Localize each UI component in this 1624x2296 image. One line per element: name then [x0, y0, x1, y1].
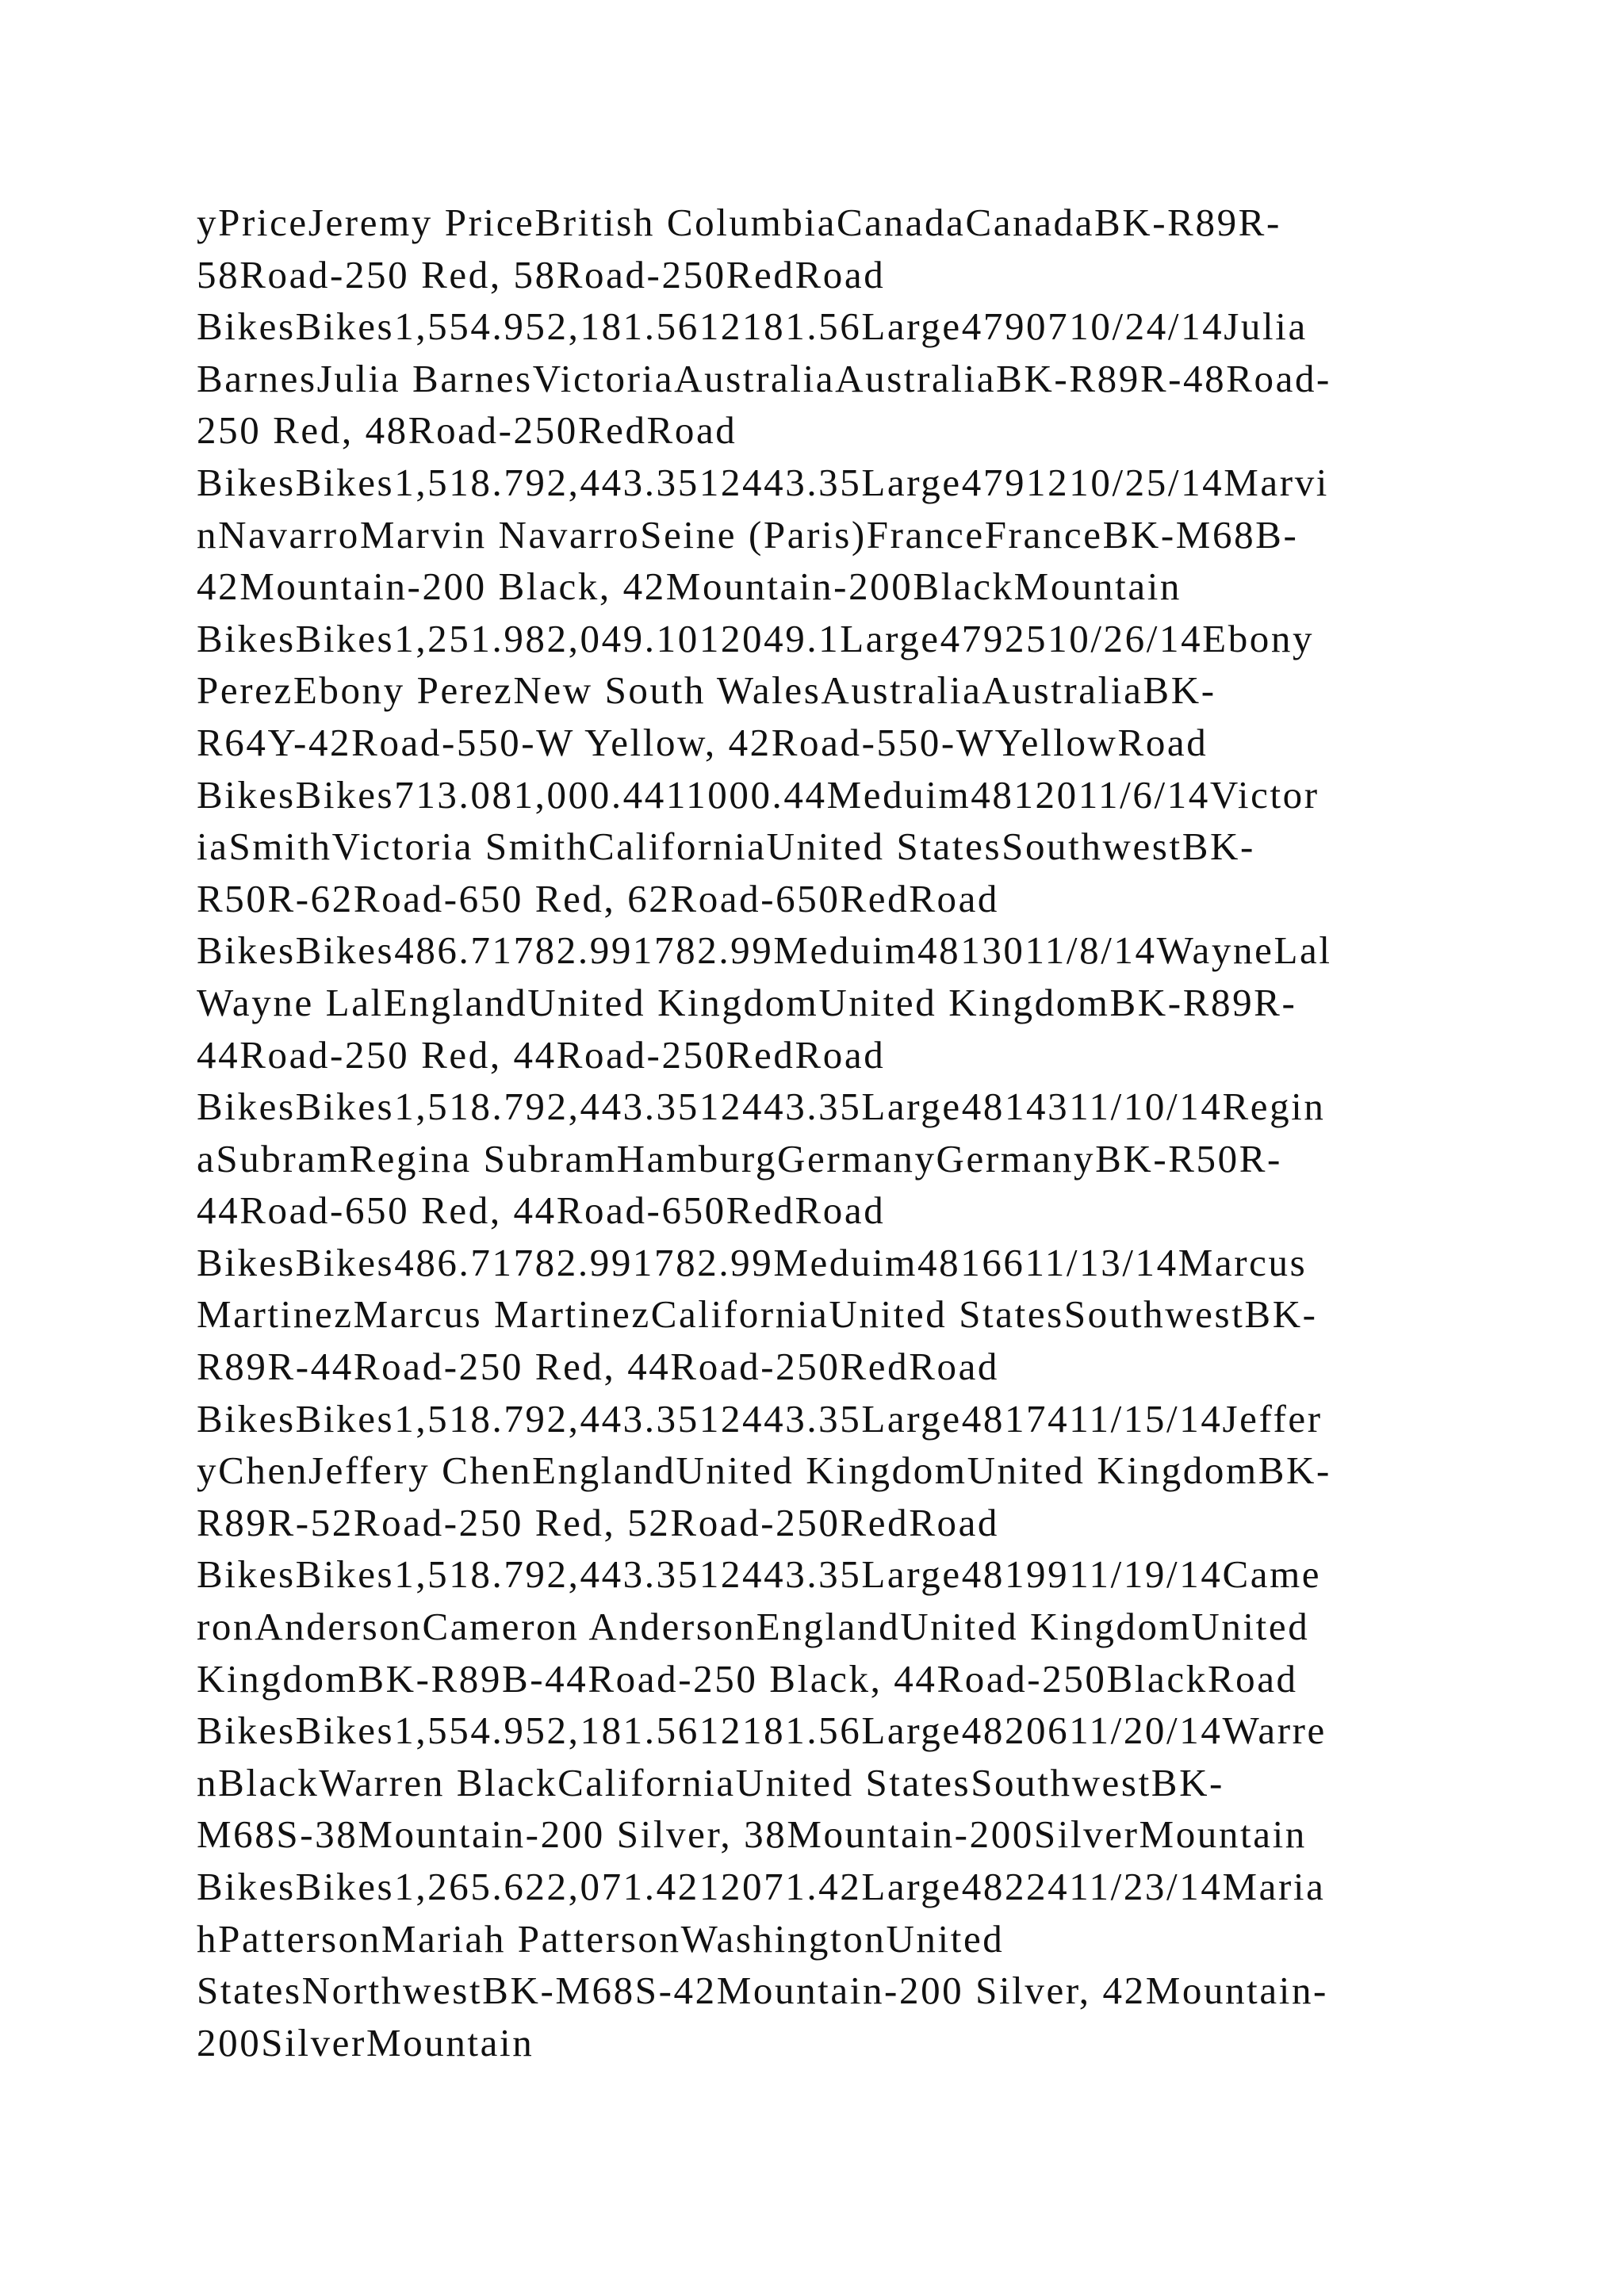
text-line: BikesBikes1,518.792,443.3512443.35Large4791210/25/14Marvi — [197, 460, 1330, 504]
text-line: BikesBikes1,554.952,181.5612181.56Large4790710/24/14Julia — [197, 304, 1308, 349]
text-line: Wayne LalEnglandUnited KingdomUnited KingdomBK-R89R- — [197, 980, 1297, 1024]
text-line: StatesNorthwestBK-M68S-42Mountain-200 Silver, 42Mountain- — [197, 1969, 1328, 2013]
text-line: BikesBikes1,518.792,443.3512443.35Large4814311/10/14Regin — [197, 1085, 1326, 1129]
text-line: BikesBikes1,265.622,071.4212071.42Large4822411/23/14Maria — [197, 1865, 1326, 1908]
text-line: nBlackWarren BlackCaliforniaUnited StatesSouthwestBK- — [197, 1760, 1224, 1804]
text-line: BikesBikes1,518.792,443.3512443.35Large4817411/15/14Jeffer — [197, 1396, 1323, 1441]
text-line: 44Road-250 Red, 44Road-250RedRoad — [197, 1032, 886, 1077]
text-line: BikesBikes1,251.982,049.1012049.1Large4792510/26/14Ebony — [197, 616, 1315, 660]
text-line: 200SilverMountain — [197, 2020, 534, 2064]
text-line: BikesBikes486.71782.991782.99Meduim4816611/13/14Marcus — [197, 1240, 1308, 1284]
text-line: 250 Red, 48Road-250RedRoad — [197, 408, 737, 453]
text-line: BikesBikes1,518.792,443.3512443.35Large4819911/19/14Came — [197, 1552, 1322, 1597]
text-line: KingdomBK-R89B-44Road-250 Black, 44Road-250BlackRoad — [197, 1656, 1298, 1701]
document-body-text — [197, 197, 1450, 2068]
text-line: BarnesJulia BarnesVictoriaAustraliaAustraliaBK-R89R-48Road- — [197, 356, 1331, 400]
text-line: yChenJeffery ChenEnglandUnited KingdomUnited KingdomBK- — [197, 1448, 1331, 1493]
text-line: 42Mountain-200 Black, 42Mountain-200BlackMountain — [197, 564, 1182, 609]
text-line: BikesBikes713.081,000.4411000.44Meduim4812011/6/14Victor — [197, 772, 1320, 817]
text-line: R50R-62Road-650 Red, 62Road-650RedRoad — [197, 876, 1000, 920]
text-line: PerezEbony PerezNew South WalesAustraliaAustraliaBK- — [197, 668, 1216, 713]
text-line: R89R-44Road-250 Red, 44Road-250RedRoad — [197, 1345, 1000, 1389]
text-line: iaSmithVictoria SmithCaliforniaUnited StatesSouthwestBK- — [197, 825, 1255, 869]
text-line: 44Road-650 Red, 44Road-650RedRoad — [197, 1188, 886, 1233]
text-line: BikesBikes1,554.952,181.5612181.56Large4820611/20/14Warre — [197, 1709, 1327, 1753]
text-line: R89R-52Road-250 Red, 52Road-250RedRoad — [197, 1500, 1000, 1544]
text-line: M68S-38Mountain-200 Silver, 38Mountain-200SilverMountain — [197, 1812, 1307, 1857]
text-line: R64Y-42Road-550-W Yellow, 42Road-550-WYellowRoad — [197, 720, 1208, 764]
text-line: aSubramRegina SubramHamburgGermanyGermanyBK-R50R- — [197, 1136, 1282, 1181]
text-line: 58Road-250 Red, 58Road-250RedRoad — [197, 252, 886, 297]
text-line: BikesBikes486.71782.991782.99Meduim4813011/8/14WayneLal — [197, 928, 1332, 973]
text-line: yPriceJeremy PriceBritish ColumbiaCanadaCanadaBK-R89R- — [197, 201, 1281, 244]
text-line: hPattersonMariah PattersonWashingtonUnited — [197, 1916, 1005, 1961]
text-line: MartinezMarcus MartinezCaliforniaUnited StatesSouthwestBK- — [197, 1292, 1318, 1337]
text-line: nNavarroMarvin NavarroSeine (Paris)FranceFranceBK-M68B- — [197, 512, 1299, 557]
text-line: ronAndersonCameron AndersonEnglandUnited KingdomUnited — [197, 1605, 1310, 1649]
